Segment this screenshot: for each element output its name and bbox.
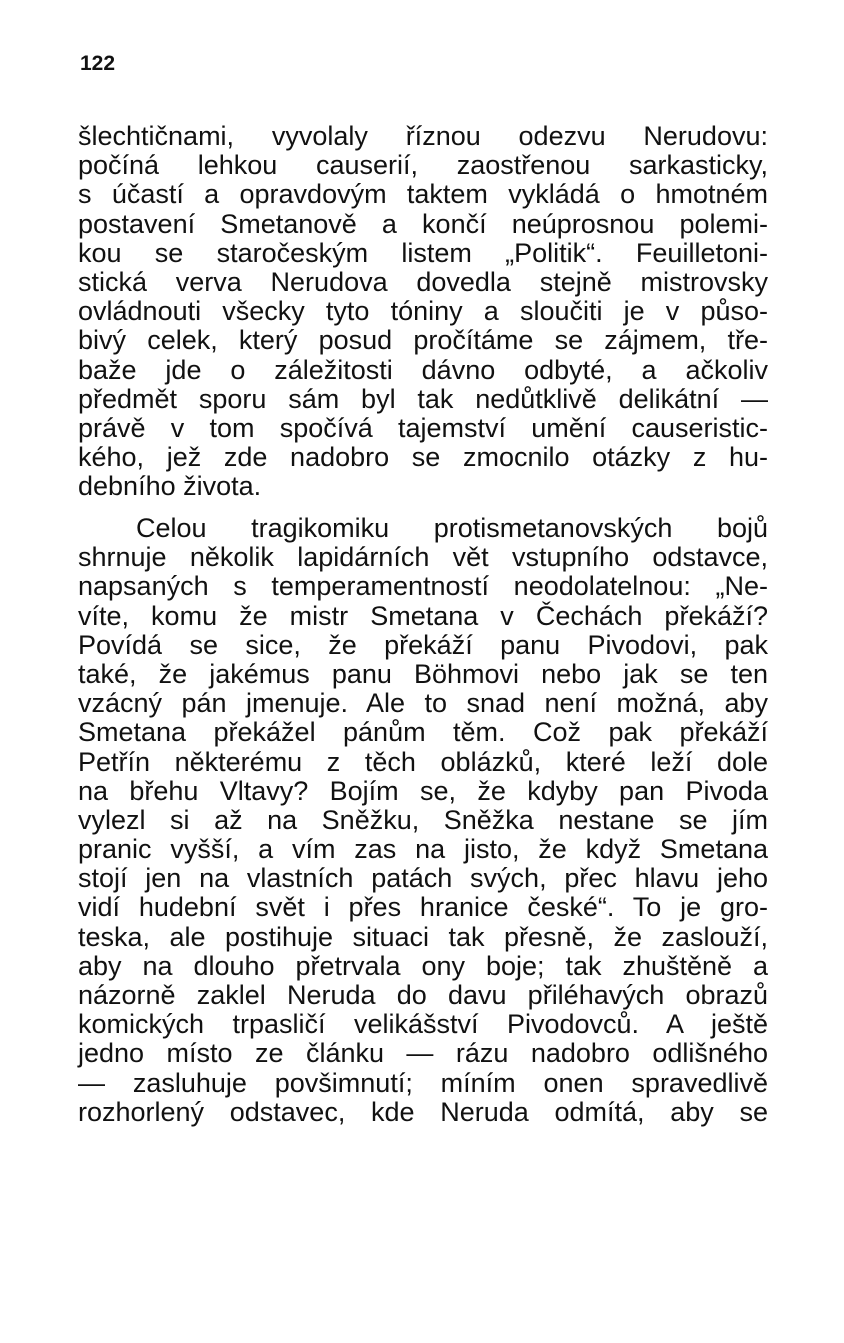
paragraph-1: [78, 122, 768, 501]
text-line: vidí hudební svět i přes hranice české“. To je gro-: [78, 892, 768, 923]
text-line: — zasluhuje povšimnutí; míním onen spravedlivě: [78, 1067, 768, 1098]
text-line: s účastí a opravdovým taktem vykládá o hmotném: [78, 179, 768, 210]
text-line: shrnuje několik lapidárních vět vstupního odstavce,: [78, 542, 768, 573]
text-line: Povídá se sice, že překáží panu Pivodovi, pak: [78, 629, 768, 660]
text-line: Celou tragikomiku protismetanovských bojů: [136, 513, 768, 543]
text-line: víte, komu že mistr Smetana v Čechách překáží?: [78, 600, 768, 631]
text-line: jedno místo ze článku — rázu nadobro odlišného: [78, 1038, 768, 1069]
paragraph-2: [78, 514, 768, 1127]
text-line: bivý celek, který posud pročítáme se zájmem, tře-: [78, 325, 768, 356]
text-line: také, že jakémus panu Böhmovi nebo jak se ten: [78, 658, 768, 689]
text-line: na břehu Vltavy? Bojím se, že kdyby pan Pivoda: [78, 775, 768, 806]
text-line: kou se staročeským listem „Politik“. Feuilletoni-: [78, 237, 768, 268]
text-line: Petřín některému z těch oblázků, které leží dole: [78, 746, 768, 777]
text-line: pranic vyšší, a vím zas na jisto, že když Smetana: [78, 834, 768, 865]
text-line: stická verva Nerudova dovedla stejně mistrovsky: [78, 266, 768, 297]
text-line: počíná lehkou causerií, zaostřenou sarkasticky,: [78, 150, 768, 181]
text-line: teska, ale postihuje situaci tak přesně, že zaslouží,: [78, 921, 768, 952]
text-line: stojí jen na vlastních patách svých, přec hlavu jeho: [78, 863, 768, 894]
page-number: 122: [80, 52, 116, 75]
text-line: vylezl si až na Sněžku, Sněžka nestane se jím: [78, 804, 768, 835]
text-line: šlechtičnami, vyvolaly říznou odezvu Nerudovu:: [78, 121, 768, 151]
text-line: Smetana překážel pánům těm. Což pak překáží: [78, 717, 768, 748]
text-line: rozhorlený odstavec, kde Neruda odmítá, aby se: [78, 1096, 768, 1127]
text-line: postavení Smetanově a končí neúprosnou polemi-: [78, 208, 768, 239]
text-line: předmět sporu sám byl tak nedůtklivě delikátní —: [78, 383, 768, 414]
text-line: právě v tom spočívá tajemství umění causeristic-: [78, 412, 768, 443]
text-line: baže jde o záležitosti dávno odbyté, a ačkoliv: [78, 354, 768, 385]
text-line: vzácný pán jmenuje. Ale to snad není možná, aby: [78, 688, 768, 719]
text-line: komických trpasličí velikášství Pivodovců. A ještě: [78, 1009, 768, 1040]
text-line: napsaných s temperamentností neodolatelnou: „Ne-: [78, 571, 768, 602]
text-line: názorně zaklel Neruda do davu přiléhavých obrazů: [78, 980, 768, 1010]
text-line: aby na dlouho přetrvala ony boje; tak zhuštěně a: [78, 950, 768, 981]
text-line: debního života.: [78, 471, 262, 502]
text-line: ovládnouti všecky tyto tóniny a sloučiti je v půso-: [78, 296, 768, 327]
text-line: kého, jež zde nadobro se zmocnilo otázky z hu-: [78, 442, 768, 473]
